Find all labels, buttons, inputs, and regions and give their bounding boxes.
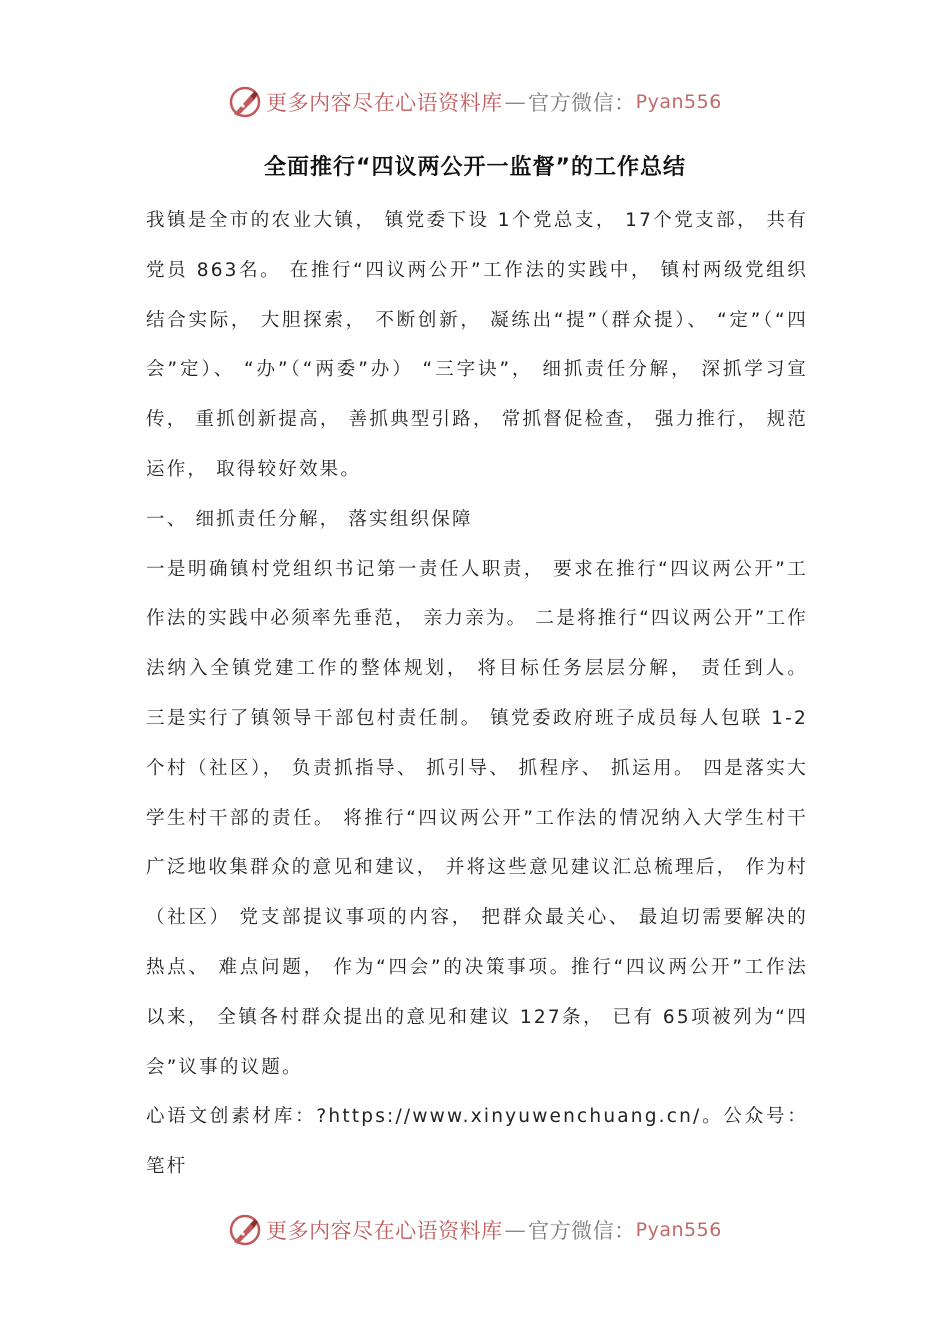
banner-main-text: 更多内容尽在心语资料库 — [266, 1219, 503, 1243]
pen-nib-logo-icon — [228, 1213, 262, 1247]
banner-wechat-id: Pyan556 — [635, 1219, 722, 1241]
footer-banner — [0, 1208, 950, 1252]
banner-separator: — — [504, 1218, 527, 1242]
banner-wechat-id: Pyan556 — [635, 91, 722, 113]
header-banner — [0, 80, 950, 124]
banner-main-text: 更多内容尽在心语资料库 — [266, 91, 503, 115]
banner-wechat-label: 官方微信： — [528, 1219, 636, 1243]
banner-wechat-label: 官方微信： — [528, 91, 636, 115]
document-title: 全面推行“四议两公开一监督”的工作总结 — [264, 155, 686, 180]
section-heading: 一、 细抓责任分解， 落实组织保障 — [146, 508, 473, 530]
source-line: 心语文创素材库：?https://www.xinyuwenchuang.cn/。公众号：笔杆 — [146, 1106, 808, 1178]
banner-separator: — — [504, 90, 527, 114]
intro-paragraph: 我镇是全市的农业大镇， 镇党委下设 1个党总支， 17个党支部， 共有党员 863名。 在推行“四议两公开”工作法的实践中， 镇村两级党组织结合实际， 大胆探索， 不断创新， 凝练出“提”（群众提）、 “定”（“四会”定）、 “办”（“两委”办） “三字诀”， 细抓责任分解， 深抓学习宣传， 重抓创新提高， 善抓典型引路， 常抓督促检查， 强力推行， 规范运作， 取得较好效果。 — [146, 210, 808, 480]
section-paragraph: 一是明确镇村党组织书记第一责任人职责， 要求在推行“四议两公开”工作法的实践中必须率先垂范， 亲力亲为。 二是将推行“四议两公开”工作法纳入全镇党建工作的整体规划， 将目标任务层层分解， 责任到人。 三是实行了镇领导干部包村责任制。 镇党委政府班子成员每人包联 1-2个村（社区）， 负责抓指导、 抓引导、 抓程序、 抓运用。 四是落实大学生村干部的责任。 将推行“四议两公开”工作法的情况纳入大学生村干广泛地收集群众的意见和建议， 并将这些意见建议汇总梳理后， 作为村（社区） 党支部提议事项的内容， 把群众最关心、 最迫切需要解决的热点、 难点问题， 作为“四会”的决策事项。推行“四议两公开”工作法以来， 全镇各村群众提出的意见和建议 127条， 已有 65项被列为“四会”议事的议题。 — [146, 558, 808, 1078]
pen-nib-logo-icon — [228, 85, 262, 119]
document-body — [146, 196, 808, 1192]
